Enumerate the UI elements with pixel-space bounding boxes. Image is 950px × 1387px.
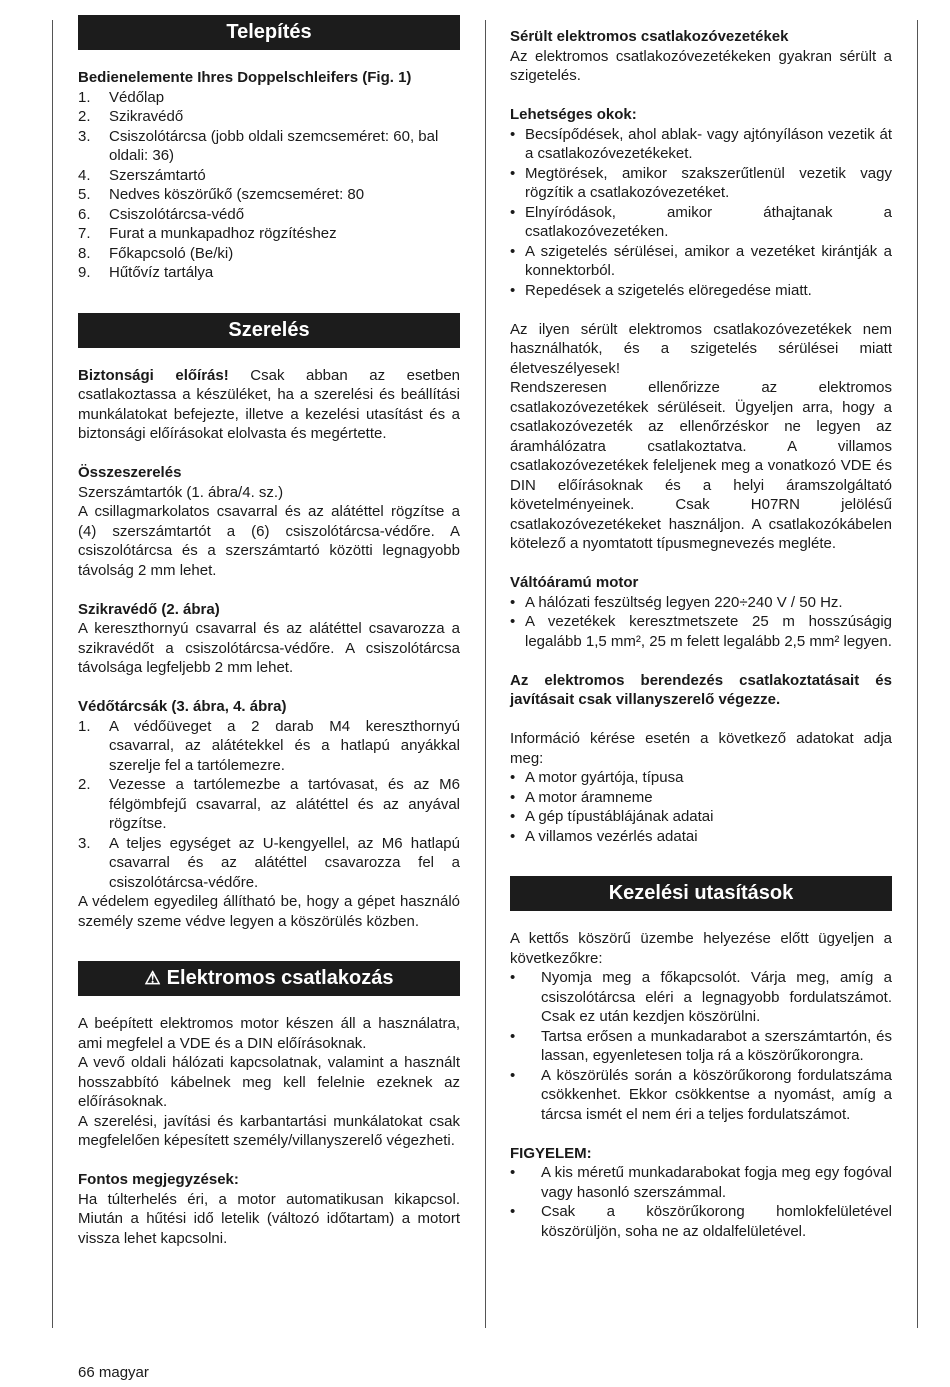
damaged-cables-title: Sérült elektromos csatlakozóvezetékek: [510, 28, 789, 45]
shields-steps: [78, 717, 460, 893]
list-item: • Tartsa erősen a munkadarabot a szerszámtartón, és lassan, egyenletesen tolja rá a köszörűkorongra.: [510, 1027, 892, 1064]
spark-guard-text: A kereszthornyú csavarral és az alátéttel csavarozza a szikravédőt a csiszolótárcsa-védőre. A csiszolótárcsa távolsága legfeljebb 2 mm lehet.: [78, 620, 460, 676]
list-item: 7. Furat a munkapadhoz rögzítéshez: [78, 225, 337, 242]
list-item: 4. Szerszámtartó: [78, 166, 206, 184]
causes-title: Lehetséges okok:: [510, 106, 637, 123]
operation-intro: A kettős köszörű üzembe helyezése előtt ügyeljen a következőkre:: [510, 930, 892, 967]
spark-guard-title: Szikravédő (2. ábra): [78, 600, 220, 618]
list-item: 2. Szikravédő: [78, 108, 184, 125]
info-text: Információ kérése esetén a következő adatokat adja meg:: [510, 730, 892, 767]
list-item: • A köszörülés során a köszörűkorong fordulatszáma csökkenhet. Ekkor csökkentse a nyomást, amíg a tárcsa ismét el nem éri a teljes fordulatszámot.: [510, 1066, 892, 1123]
info-list: [510, 768, 892, 846]
right-margin-rule: [917, 20, 918, 1328]
parts-list: [78, 88, 460, 283]
electric-paragraph-2: A vevő oldali hálózati kapcsolatnak, valamint a használt hosszabbító kábelnek meg kell felelnie ezeknek az előírásoknak.: [78, 1054, 460, 1110]
causes-list: [510, 125, 892, 301]
list-item: • A hálózati feszültség legyen 220÷240 V / 50 Hz.: [510, 593, 843, 611]
list-item: • Csak a köszörűkorong homlokfelületével köszörüljön, soha ne az oldalfelületével.: [510, 1203, 892, 1240]
electric-paragraph-3: A szerelési, javítási és karbantartási munkálatokat csak megfelelően képesített személy/villanyszerelő végezheti.: [78, 1112, 460, 1149]
list-item: 8. Főkapcsoló (Be/ki): [78, 244, 234, 262]
ac-motor-title: Váltóáramú motor: [510, 574, 639, 591]
damaged-paragraph-2: Rendszeresen ellenőrizze az elektromos csatlakozóvezetékek sérüléseit. Ügyeljen arra, hogy a csatlakozóvezeték az ellenőrzéskor ne legyen az áramhálózatra csatlakoztatva. A villamos csatlakozóvezetékek feleljenek meg a vonatkozó VDE és DIN előírásoknak és a helyi áramszolgáltató követelményeinek. Csak H07RN jelölésű csatlakozóvezetékeket használjon. A csatlakozókábelen kötelező a nyomtatott típusmegnevezés megléte.: [510, 379, 892, 552]
assembly-line: Szerszámtartók (1. ábra/4. sz.): [78, 483, 284, 501]
list-item: • A vezetékek keresztmetszete 25 m hosszúságig legalább 1,5 mm², 25 m felett legalább 2,5 mm² legyen.: [510, 613, 892, 650]
list-item: • Nyomja meg a főkapcsolót. Várja meg, amíg a csiszolótárcsa eléri a legnagyobb fordulatszámot. Csak ez után kezdjen köszörülni.: [510, 969, 892, 1025]
shields-title: Védőtárcsák (3. ábra, 4. ábra): [78, 698, 287, 715]
warning-icon: ⚠: [144, 968, 161, 988]
list-item: 1. A védőüveget a 2 darab M4 kereszthornyú csavarral, az alátétekkel és a hatlapú anyákkal szerelje fel a tartólemezre.: [78, 717, 460, 774]
list-item: • Elnyíródások, amikor áthajtanak a csatlakozóvezetéken.: [510, 203, 892, 240]
list-item: • A szigetelés sérülései, amikor a vezetéket kirántják a konnektorból.: [510, 242, 892, 279]
notes-title: Fontos megjegyzések:: [78, 1171, 239, 1188]
attention-title: FIGYELEM:: [510, 1144, 592, 1162]
list-item: • A motor áramneme: [510, 788, 653, 806]
page-footer: 66 magyar: [78, 1364, 149, 1381]
list-item: • Becsípődések, ahol ablak- vagy ajtónyíláson vezetik át a csatlakozóvezetékeket.: [510, 125, 892, 162]
shields-text: A védelem egyedileg állítható be, hogy a gépet használó személy szeme védve legyen a köszörülés közben.: [78, 893, 460, 930]
heading-electric: ⚠ Elektromos csatlakozás: [78, 961, 460, 996]
safety-paragraph: Biztonsági előírás! Csak abban az esetben csatlakoztassa a készüléket, ha a szerelési és beállítási munkálatokat befejezte, illetve a kezelési utasítást és a biztonsági előírásokat elolvasta és megértette.: [78, 366, 460, 442]
damaged-paragraph-1: Az ilyen sérült elektromos csatlakozóvezetékek nem használhatók, és a szigetelés sérülései miatt életveszélyesek!: [510, 320, 892, 377]
list-item: 3. A teljes egységet az U-kengyellel, az M6 hatlapú csavarral és az alátéttel csavarozza fel a csiszolótárcsa-védőre.: [78, 834, 460, 891]
notes-text: Ha túlterhelés éri, a motor automatikusan kikapcsol. Miután a hűtési idő letelik (változó időtartam) a motort vissza lehet kapcsolni.: [78, 1190, 460, 1247]
heading-operation: Kezelési utasítások: [510, 876, 892, 911]
assembly-text: A csillagmarkolatos csavarral és az alátéttel rögzítse a (4) szerszámtartót a (6) csiszolótárcsa-védőre. A csiszolótárcsa és a szerszámtartó közötti legnagyobb távolság 2 mm lehet.: [78, 503, 460, 579]
list-item: 2. Vezesse a tartólemezbe a tartóvasat, és az M6 félgömbfejű csavarral, az alátéttel és az anyával rögzítse.: [78, 776, 460, 832]
list-item: • Repedések a szigetelés elöregedése miatt.: [510, 281, 812, 299]
list-item: • A kis méretű munkadarabokat fogja meg egy fogóval vagy hasonló szerszámmal.: [510, 1164, 892, 1201]
list-item: • A motor gyártója, típusa: [510, 769, 684, 786]
list-item: 3. Csiszolótárcsa (jobb oldali szemcseméret: 60, bal oldali: 36): [78, 127, 439, 164]
electric-paragraph-1: A beépített elektromos motor készen áll a használatra, ami megfelel a VDE és a DIN előírásoknak.: [78, 1015, 460, 1052]
attention-list: [510, 1163, 892, 1241]
ac-motor-list: [510, 593, 892, 652]
list-item: 5. Nedves köszörűkő (szemcseméret: 80: [78, 186, 365, 203]
list-item: • A gép típustáblájának adatai: [510, 808, 714, 825]
heading-install: Telepítés: [78, 15, 460, 50]
list-item: • Megtörések, amikor szakszerűtlenül vezetik vagy rögzítik a csatlakozóvezetéket.: [510, 164, 892, 201]
center-column-rule: [485, 20, 486, 1328]
left-column: [78, 15, 460, 1248]
list-item: 1. Védőlap: [78, 88, 165, 106]
list-item: 9. Hűtővíz tartálya: [78, 264, 214, 281]
damaged-cables-text: Az elektromos csatlakozóvezetékeken gyakran sérült a szigetelés.: [510, 47, 892, 84]
safety-label: Biztonsági előírás!: [78, 366, 229, 384]
operation-list: [510, 968, 892, 1124]
heading-assembly: Szerelés: [78, 313, 460, 348]
assembly-title: Összeszerelés: [78, 464, 182, 481]
right-column: [510, 27, 892, 1241]
parts-title: Bedienelemente Ihres Doppelschleifers (Fig. 1): [78, 69, 412, 86]
electrician-note: Az elektromos berendezés csatlakoztatásait és javításait csak villanyszerelő végezze.: [510, 671, 892, 708]
left-margin-rule: [52, 20, 53, 1328]
list-item: 6. Csiszolótárcsa-védő: [78, 205, 245, 223]
list-item: • A villamos vezérlés adatai: [510, 827, 698, 845]
